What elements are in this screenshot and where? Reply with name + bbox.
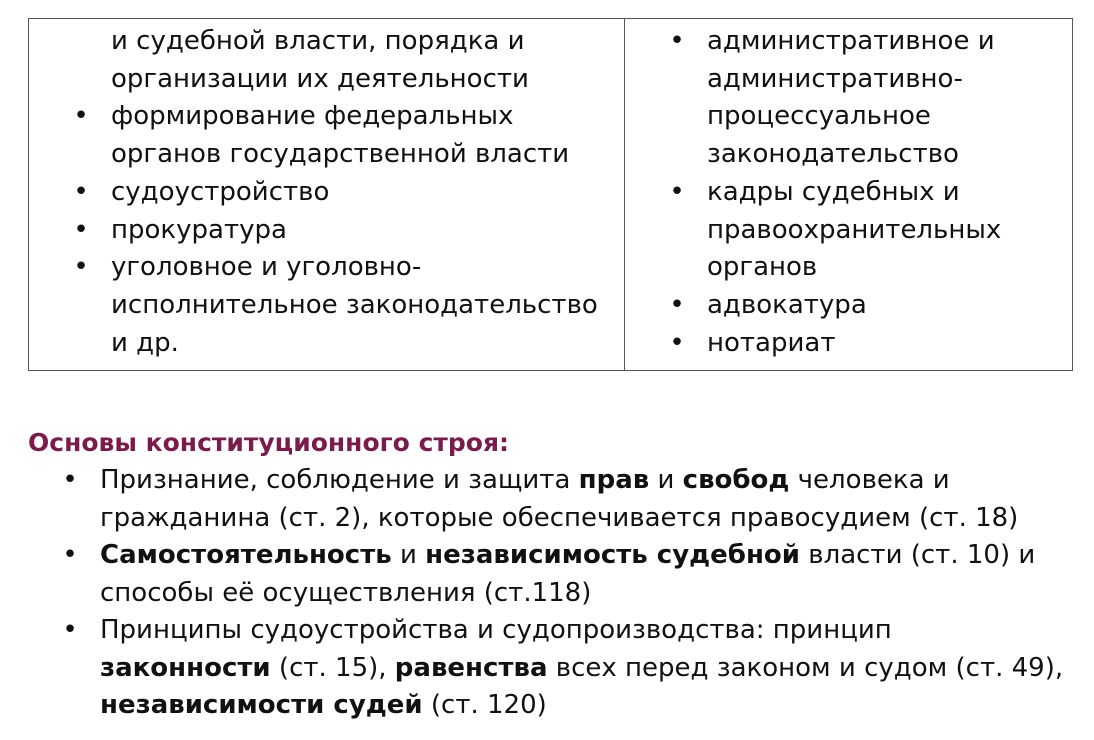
bullet-icon: • <box>62 465 78 495</box>
text-line: и др. <box>111 327 179 358</box>
section-heading: Основы конституционного строя: <box>28 428 509 457</box>
text-line: формирование федеральных <box>111 101 514 132</box>
list-item <box>29 212 619 250</box>
text-line <box>100 462 1088 500</box>
list-item <box>625 287 1070 325</box>
bullet-icon: • <box>669 289 685 320</box>
text-segment: человека и <box>789 465 950 495</box>
text-line: исполнительное законодательство <box>111 289 598 320</box>
list-item <box>28 612 1088 725</box>
list-item <box>29 249 619 362</box>
text-line: органов государственной власти <box>111 139 570 170</box>
text-line <box>100 537 1088 575</box>
text-line: органов <box>707 252 818 283</box>
text-line <box>100 612 1088 650</box>
list-item <box>625 23 1070 174</box>
text-segment: власти (ст. 10) и <box>800 540 1036 570</box>
emphasis-text: Самостоятельность <box>100 540 392 570</box>
text-line: уголовное и уголовно- <box>111 252 422 283</box>
left-bullet-list <box>29 98 619 362</box>
text-segment: и <box>649 465 683 495</box>
bullet-icon: • <box>62 615 78 645</box>
table-right-column <box>625 23 1070 362</box>
emphasis-text: независимость судебной <box>425 540 800 570</box>
text-line: прокуратура <box>111 214 287 245</box>
bullet-icon: • <box>73 252 89 283</box>
text-segment: и <box>391 540 426 570</box>
text-line <box>100 687 1088 725</box>
text-line: адвокатура <box>707 289 867 320</box>
text-line: судоустройство <box>111 176 330 207</box>
text-line: административное и <box>707 26 995 56</box>
text-line <box>100 650 1088 688</box>
text-line <box>100 500 1088 538</box>
list-item <box>625 325 1070 363</box>
text-segment: (ст. 120) <box>422 690 547 720</box>
list-item <box>28 462 1088 537</box>
text-segment: всех перед законом и судом (ст. 49), <box>547 652 1064 683</box>
bullet-icon: • <box>73 101 89 132</box>
list-item <box>29 174 619 212</box>
text-line: организации их деятельности <box>111 63 529 94</box>
text-line: законодательство <box>707 139 959 170</box>
bullet-icon: • <box>669 327 685 358</box>
text-line: нотариат <box>707 327 836 358</box>
text-line: и судебной власти, порядка и <box>111 26 525 56</box>
text-segment: способы её осуществления (ст.118) <box>100 577 592 608</box>
list-item <box>28 537 1088 612</box>
emphasis-text: прав <box>578 465 650 495</box>
principles-list <box>28 462 1088 725</box>
powers-table <box>28 18 1073 371</box>
bullet-icon: • <box>669 26 685 56</box>
emphasis-text: свобод <box>682 465 790 495</box>
bullet-icon: • <box>73 176 89 207</box>
text-segment: (ст. 15), <box>270 652 395 683</box>
bullet-icon: • <box>669 176 685 207</box>
bullet-icon: • <box>62 540 78 570</box>
text-segment: гражданина (ст. 2), которые обеспечивается правосудием (ст. 18) <box>100 502 1019 533</box>
emphasis-text: равенства <box>394 652 548 683</box>
text-line: кадры судебных и <box>707 176 960 207</box>
emphasis-text: независимости судей <box>100 690 423 720</box>
table-left-column <box>29 23 619 362</box>
bullet-icon: • <box>73 214 89 245</box>
text-line <box>100 575 1088 613</box>
text-segment: Принципы судоустройства и судопроизводства: принцип <box>100 615 892 645</box>
right-bullet-list <box>625 23 1070 362</box>
text-line: правоохранительных <box>707 214 1002 245</box>
text-line: административно- <box>707 63 963 94</box>
text-line: процессуальное <box>707 101 931 132</box>
continued-item <box>29 23 619 98</box>
principles-bullet-list <box>28 462 1088 725</box>
list-item <box>29 98 619 173</box>
text-segment: Признание, соблюдение и защита <box>100 465 579 495</box>
list-item <box>625 174 1070 287</box>
emphasis-text: законности <box>100 652 271 683</box>
